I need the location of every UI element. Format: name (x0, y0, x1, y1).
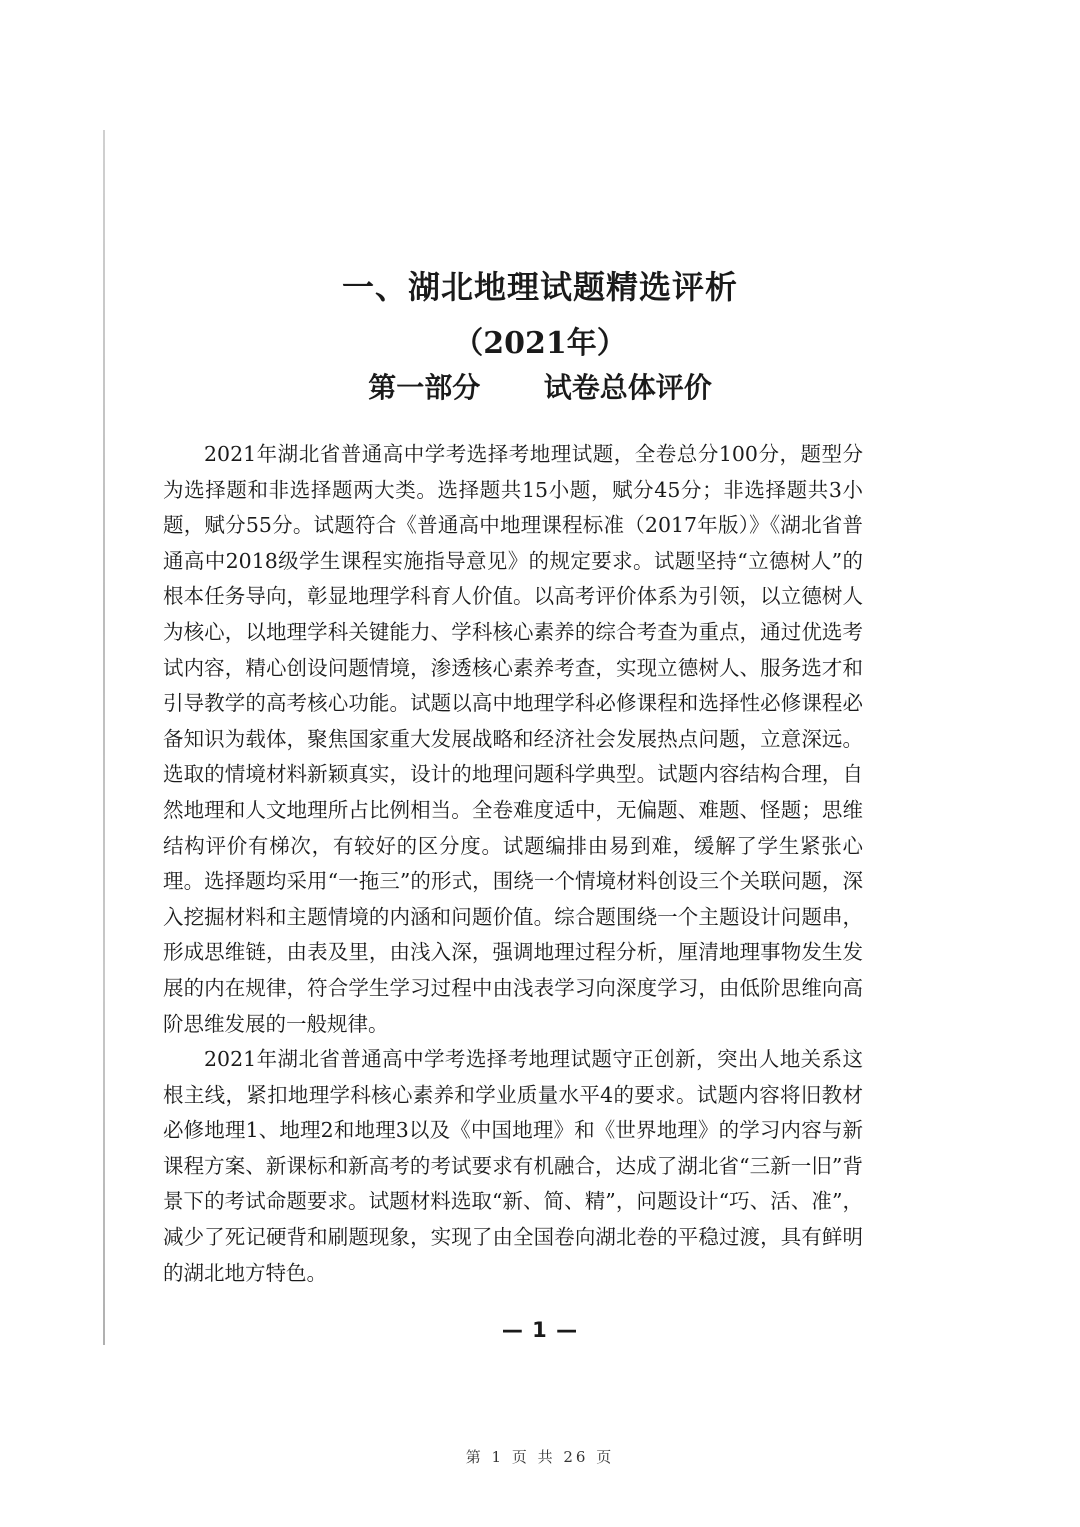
document-title: 一、湖北地理试题精选评析 (341, 268, 738, 306)
page-footer: 第 1 页 共 26 页 (465, 1448, 615, 1466)
binding-margin-line (103, 130, 105, 1345)
section-heading: 第一部分 试卷总体评价 (368, 371, 712, 404)
paragraph-2: 2021年湖北省普通高中学考选择考地理试题守正创新，突出人地关系这根主线，紧扣地理学科核心素养和学业质量水平4的要求。试题内容将旧教材必修地理1、地理2和地理3以及《中国地理》和《世界地理》的学习内容与新课程方案、新课标和新高考的考试要求有机融合，达成了湖北省“三新一旧”背景下的考试命题要求。试题材料选取“新、简、精”，问题设计“巧、活、准”，减少了死记硬背和刷题现象，实现了由全国卷向湖北卷的平稳过渡，具有鲜明的湖北地方特色。 (163, 1047, 863, 1285)
document-year: （2021年） (453, 326, 627, 361)
body-text (163, 437, 863, 1291)
page-number: — 1 — (501, 1318, 579, 1342)
paragraph-1: 2021年湖北省普通高中学考选择考地理试题，全卷总分100分，题型分为选择题和非选择题两大类。选择题共15小题，赋分45分；非选择题共3小题，赋分55分。试题符合《普通高中地理课程标准（2017年版）》《湖北省普通高中2018级学生课程实施指导意见》的规定要求。试题坚持“立德树人”的根本任务导向，彰显地理学科育人价值。以高考评价体系为引领，以立德树人为核心，以地理学科关键能力、学科核心素养的综合考查为重点，通过优选考试内容，精心创设问题情境，渗透核心素养考查，实现立德树人、服务选才和引导教学的高考核心功能。试题以高中地理学科必修课程和选择性必修课程必备知识为载体，聚焦国家重大发展战略和经济社会发展热点问题，立意深远。选取的情境材料新颖真实，设计的地理问题科学典型。试题内容结构合理，自然地理和人文地理所占比例相当。全卷难度适中，无偏题、难题、怪题；思维结构评价有梯次，有较好的区分度。试题编排由易到难，缓解了学生紧张心理。选择题均采用“一拖三”的形式，围绕一个情境材料创设三个关联问题，深入挖掘材料和主题情境的内涵和问题价值。综合题围绕一个主题设计问题串，形成思维链，由表及里，由浅入深，强调地理过程分析，厘清地理事物发生发展的内在规律，符合学生学习过程中由浅表学习向深度学习，由低阶思维向高阶思维发展的一般规律。 (163, 442, 863, 1036)
